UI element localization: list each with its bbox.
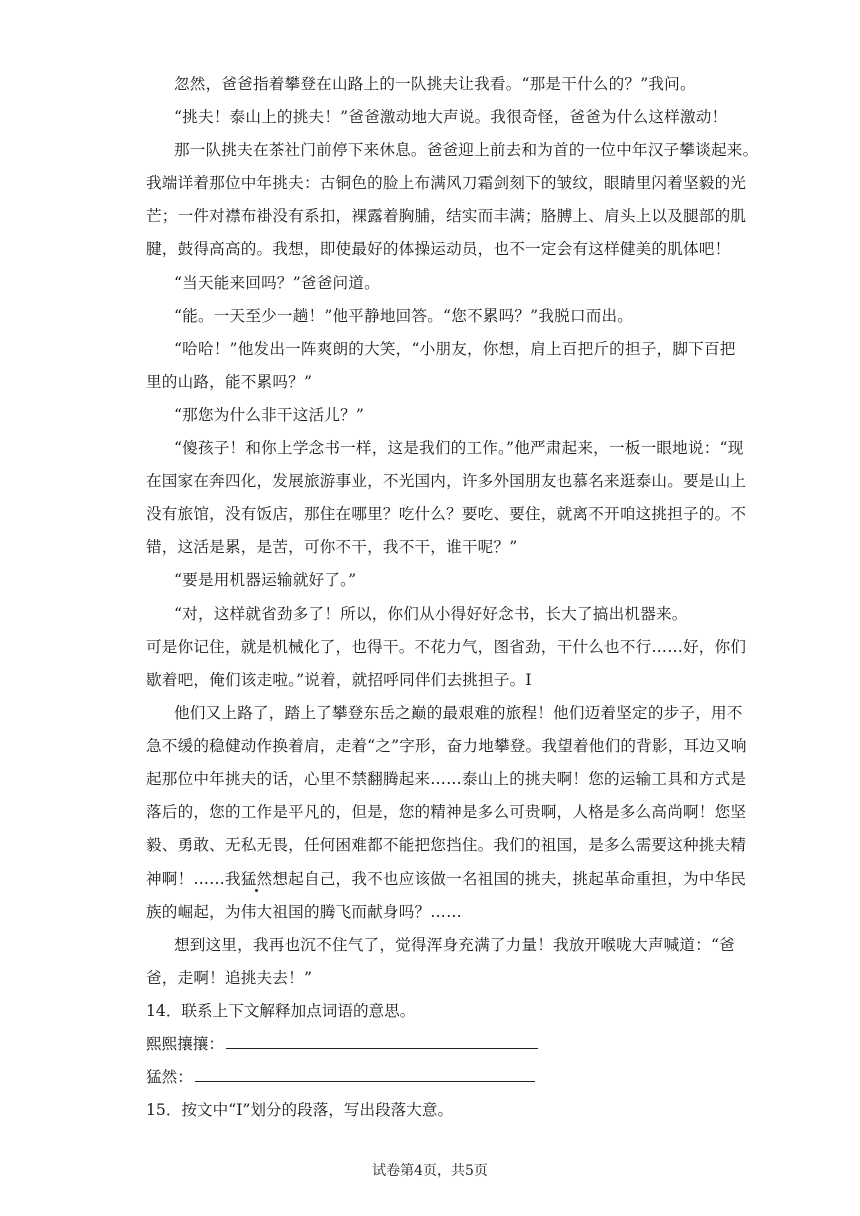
passage-line: 我端详着那位中年挑夫：古铜色的脸上布满风刀霜剑刻下的皱纹，眼睛里闪着坚毅的光 xyxy=(146,174,747,192)
passage-line: 想到这里，我再也沉不住气了，觉得浑身充满了力量！我放开喉咙大声喊道：“爸 xyxy=(174,936,735,954)
question-15: 15．按文中“Ⅰ”划分的段落，写出段落大意。 xyxy=(146,1101,454,1119)
passage-line: 族的崛起，为伟大祖国的腾飞而献身吗？…… xyxy=(146,903,462,921)
passage-text: 想起自己，我不也应该做一名祖国的挑夫，挑起革命重担，为中华民 xyxy=(272,870,747,888)
passage-line: “那您为什么非干这活儿？” xyxy=(174,406,365,424)
passage-line: “挑夫！泰山上的挑夫！”爸爸激动地大声说。我很奇怪，爸爸为什么这样激动！ xyxy=(174,108,728,126)
passage-line: 他们又上路了，踏上了攀登东岳之巅的最艰难的旅程！他们迈着坚定的步子，用不 xyxy=(174,704,743,722)
item-label: 熙熙攘攘： xyxy=(146,1035,224,1053)
passage-line: 没有旅馆，没有饭店，那住在哪里？吃什么？要吃、要住，就离不开咱这挑担子的。不 xyxy=(146,505,747,523)
passage-line: 腱，鼓得高高的。我想，即使最好的体操运动员，也不一定会有这样健美的肌体吧！ xyxy=(146,240,731,258)
passage-line: “哈哈！”他发出一阵爽朗的大笑，“小朋友，你想，肩上百把斤的担子，脚下百把 xyxy=(174,340,736,358)
passage-line: 毅、勇敢、无私无畏，任何困难都不能把您挡住。我们的祖国，是多么需要这种挑夫精 xyxy=(146,836,747,854)
passage-line-with-dotted-word xyxy=(146,869,746,889)
passage-line: “对，这样就省劲多了！所以，你们从小得好好念书，长大了搞出机器来。 xyxy=(174,605,688,623)
passage-line: “要是用机器运输就好了。” xyxy=(174,571,357,589)
question-14: 14．联系上下文解释加点词语的意思。 xyxy=(146,1002,416,1020)
passage-line: “傻孩子！和你上学念书一样，这是我们的工作。”他严肃起来，一板一眼地说：“现 xyxy=(174,439,744,457)
passage-line: 起那位中年挑夫的话，心里不禁翻腾起来……泰山上的挑夫啊！您的运输工具和方式是 xyxy=(146,770,747,788)
passage-line: 爸，走啊！追挑夫去！” xyxy=(146,969,313,987)
passage-line: 歇着吧，俺们该走啦。”说着，就招呼同伴们去挑担子。Ⅰ xyxy=(146,671,532,689)
passage-line: 在国家在奔四化，发展旅游事业，不光国内，许多外国朋友也慕名来逛泰山。要是山上 xyxy=(146,472,747,490)
passage-line: 落后的，您的工作是平凡的，但是，您的精神是多么可贵啊，人格是多么高尚啊！您坚 xyxy=(146,803,747,821)
passage-line: 芒；一件对襟布褂没有系扣，裸露着胸脯，结实而丰满；胳膊上、肩头上以及腿部的肌 xyxy=(146,207,747,225)
passage-line: 可是你记住，就是机械化了，也得干。不花力气，图省劲，干什么也不行……好，你们 xyxy=(146,638,747,656)
passage-line: 忽然，爸爸指着攀登在山路上的一队挑夫让我看。“那是干什么的？”我问。 xyxy=(174,75,696,93)
answer-blank[interactable] xyxy=(195,1067,535,1082)
passage-text: 神啊！……我 xyxy=(146,870,241,888)
question-14-item-2 xyxy=(146,1067,535,1087)
dotted-word: 猛然 xyxy=(240,870,273,888)
passage-line: 那一队挑夫在茶社门前停下来休息。爸爸迎上前去和为首的一位中年汉子攀谈起来。 xyxy=(174,141,759,159)
passage-line: “能。一天至少一趟！”他平静地回答。“您不累吗？”我脱口而出。 xyxy=(174,307,634,325)
answer-blank[interactable] xyxy=(226,1034,538,1049)
passage-line: 急不缓的稳健动作换着肩，走着“之”字形，奋力地攀登。我望着他们的背影，耳边又响 xyxy=(146,737,747,755)
page-footer: 试卷第4页，共5页 xyxy=(372,1163,488,1179)
item-label: 猛然： xyxy=(146,1068,193,1086)
passage-line: 里的山路，能不累吗？” xyxy=(146,373,313,391)
passage-line: “当天能来回吗？”爸爸问道。 xyxy=(174,274,380,292)
passage-line: 错，这活是累，是苦，可你不干，我不干，谁干呢？” xyxy=(146,538,518,556)
question-14-item-1 xyxy=(146,1034,538,1054)
